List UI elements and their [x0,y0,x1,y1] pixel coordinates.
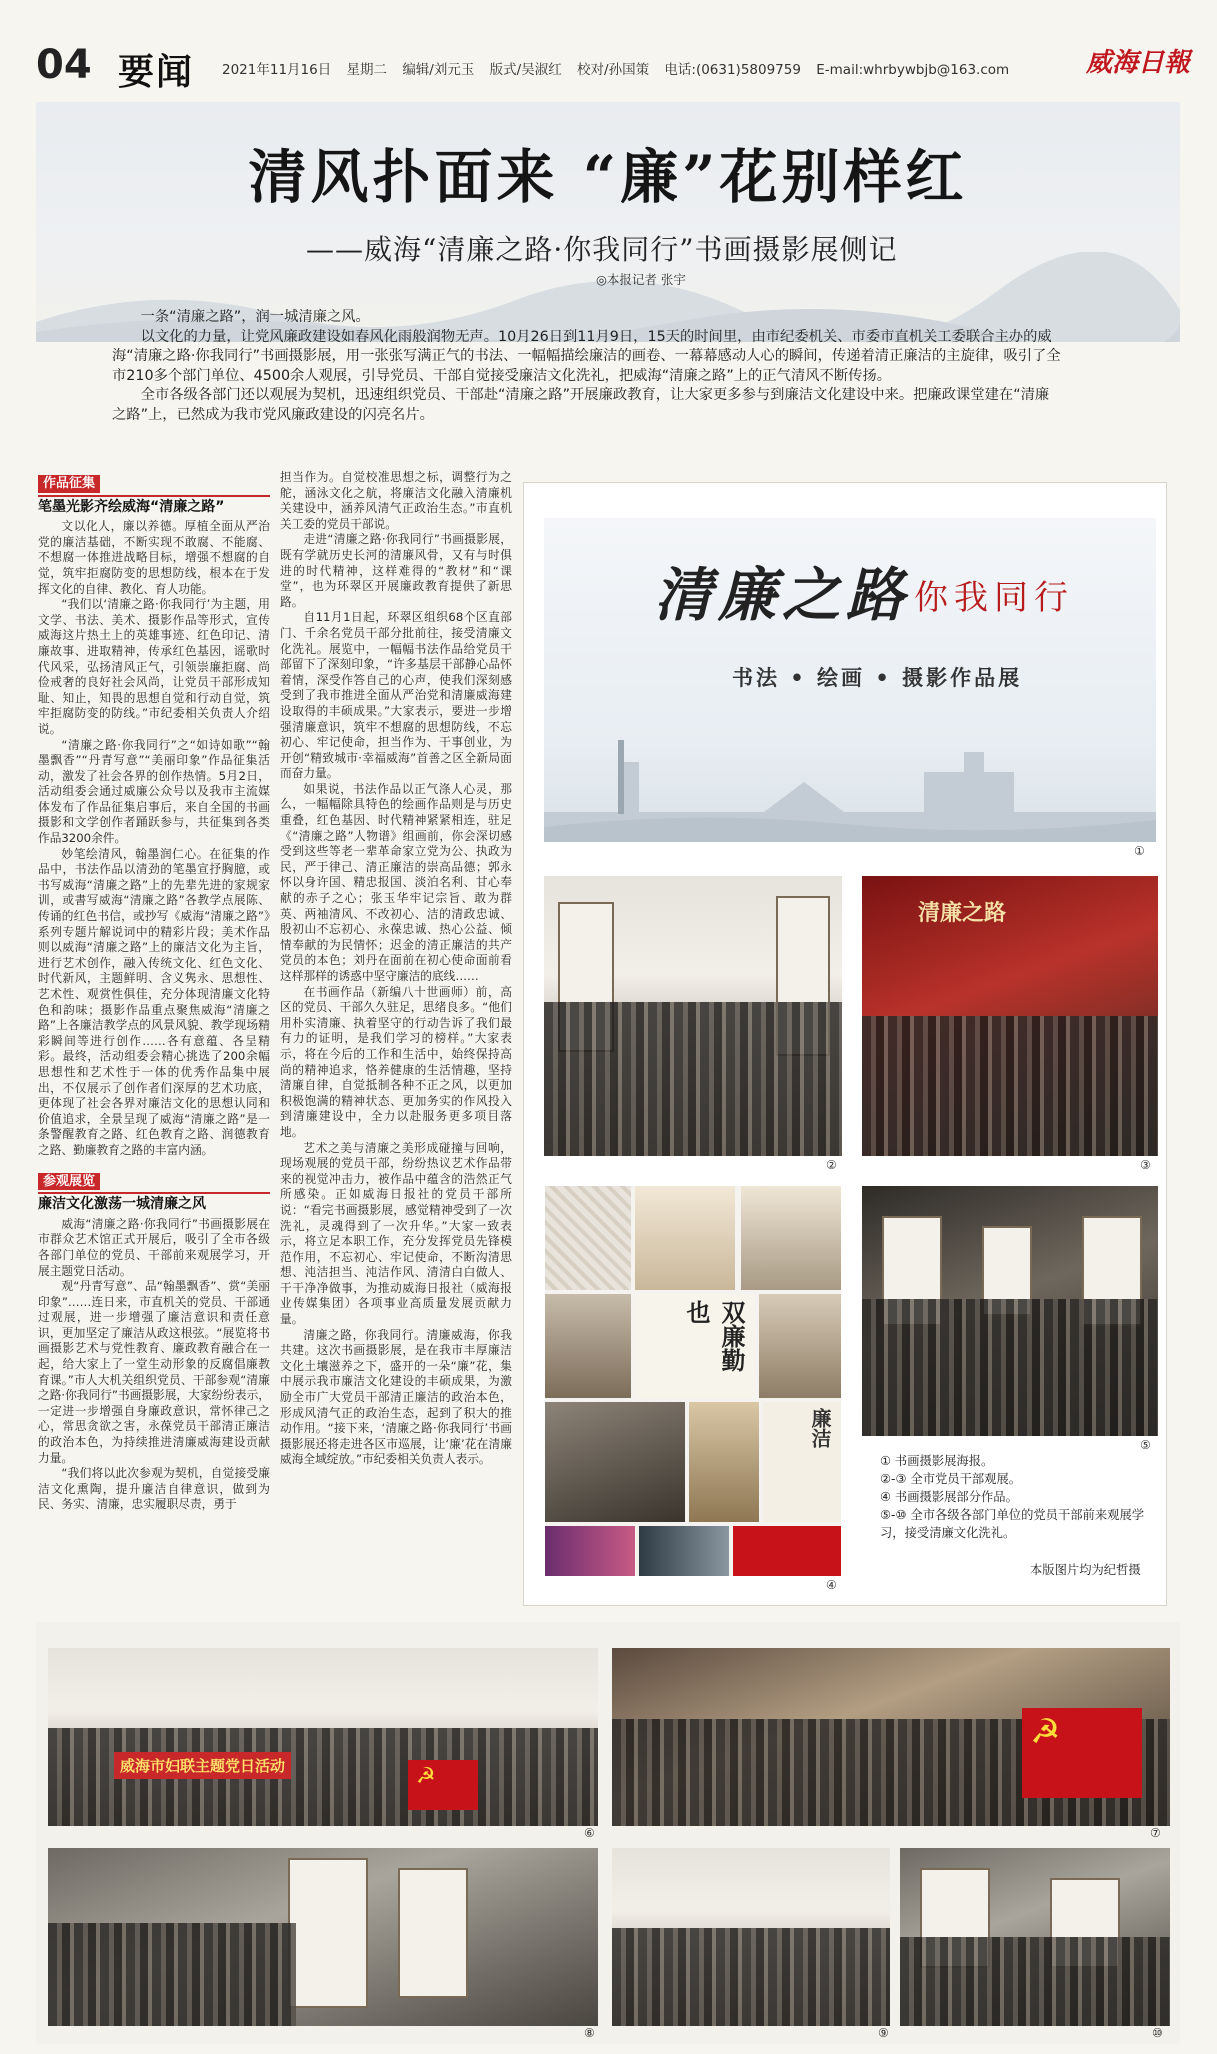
artwork-tile [545,1186,631,1290]
photo-number: ② [826,1158,837,1172]
party-flag [1022,1708,1142,1798]
body-paragraph: 走进“清廉之路·你我同行”书画摄影展，既有学就历史长河的清廉风骨，又有与时俱进的时代精神，这样难得的“教材”和“课堂”，也为环翠区开展廉政教育提供了新思路。 [280,532,512,609]
artwork-tile [635,1186,735,1290]
subsection-title: 廉洁文化激荡一城清廉之风 [38,1196,206,1213]
caption-line: ④ 书画摄影展部分作品。 [880,1490,1018,1504]
body-paragraph: 威海“清廉之路·你我同行”书画摄影展在市群众艺术馆正式开展后，吸引了全市各级各部门单位的党员、干部前来观展学习，开展主题党日活动。 [38,1216,270,1278]
caption-line: ① 书画摄影展海报。 [880,1454,994,1468]
visitors-photo [612,1848,890,2026]
group-photo [48,1648,598,1826]
headline: 清风扑面来 “廉”花别样红 [248,143,968,211]
byline: ◎本报记者 张宇 [596,272,686,287]
artwork-tile [689,1402,759,1522]
photo-number: ④ [826,1578,837,1592]
email: E-mail:whrbywbjb@163.com [816,62,1010,78]
subheadline: ——威海“清廉之路·你我同行”书画摄影展侧记 [306,233,898,266]
photo-captions [880,1452,1160,1542]
weekday: 星期二 [346,62,388,78]
visitors-photo [900,1848,1170,2026]
exhibition-title-wall: 清廉之路 [918,900,1007,926]
intro-paragraph: 一条“清廉之路”，润一城清廉之风。 [140,309,370,325]
visitors-crowd [48,1923,296,2026]
section-tag: 参观展览 [38,1173,100,1191]
section-tag: 作品征集 [38,475,100,493]
section-name: 要闻 [118,52,195,93]
body-paragraph: “清廉之路·你我同行”之“如诗如歌”“翰墨飘香”“丹青写意”“美丽印象”作品征集活动，激发了社会各界的创作热情。5月2日，活动组委会通过威廉公众号以及我市主流媒体发布了作品征集启事后，来自全国的书画摄影和文学创作者踊跃参与，共征集到各类作品3200余件。 [38,737,270,846]
body-paragraph: 观“丹青写意”、品“翰墨飘香”、赏“美丽印象”……连日来，市直机关的党员、干部通过观展，进一步增强了廉洁意识和责任意识，更加坚定了廉洁从政这根弦。“展览将书画摄影艺术与党性教育、廉政教育融合在一起，给大家上了一堂生动形象的反腐倡廉教育课。”市人大机关组织党员、干部参观“清廉之路·你我同行”书画摄影展，大家纷纷表示，一定进一步增强自身廉政意识，常怀律己之心，常思贪欲之害，永葆党员干部清正廉洁的政治本色，为持续推进清廉威海建设贡献力量。 [38,1279,270,1465]
event-banner: 威海市妇联主题党日活动 [114,1752,291,1779]
visitors-crowd [862,1016,1158,1156]
visitors-crowd [862,1299,1158,1437]
visitors-photo [48,1848,598,2026]
artwork-tile [545,1294,631,1398]
intro-paragraph: 以文化的力量，让党风廉政建设如春风化雨般润物无声。10月26日到11月9日，15天的时间里，由市纪委机关、市委市直机关工委联合主办的威海“清廉之路·你我同行”书画摄影展，用一张张写满正气的书法、一幅幅描绘廉洁的画卷、一幕幕感动人心的瞬间，传递着清正廉洁的主旋律，吸引了全市210多个部门单位、4500余人观展，引导党员、干部自觉接受廉洁文化洗礼，把威海“清廉之路”上的正气清风不断传扬。 [112,328,1061,384]
body-paragraph: 担当作为。自觉校准思想之标，调整行为之舵，涵泳文化之航，将廉洁文化融入清廉机关建设中，涵养风清气正政治生态。”市直机关工委的党员干部说。 [280,470,512,531]
intro-paragraph: 全市各级各部门还以观展为契机，迅速组织党员、干部赴“清廉之路”开展廉政教育，让大家更多参与到廉洁文化建设中来。把廉政课堂建在“清廉之路”上，已然成为我市党风廉政建设的闪亮名片。 [112,387,1050,423]
visitors-photo [862,876,1158,1156]
phone: 电话:(0631)5809759 [664,62,801,78]
edition-info [222,58,1020,78]
artwork-tile [639,1526,729,1576]
subsection-title: 笔墨光影齐绘威海“清廉之路” [38,498,225,515]
visitors-crowd [900,1937,1170,2026]
photo-number: ① [1134,844,1145,858]
page-number: 04 [36,42,92,88]
body-paragraph: “我们以‘清廉之路·你我同行’为主题，用文学、书法、美术、摄影作品等形式，宣传威海这片热土上的英雄事迹、红色印记、清廉故事、进取精神，传承红色基因，谣歌时代风采，弘扬清风正气，引领崇廉拒腐、尚俭戒奢的良好社会风尚，让党员干部形成知耻、知止，知畏的思想自觉和行动自觉，筑牢拒腐防变的防线。”市纪委相关负责人介绍说。 [38,597,270,736]
text-column-2 [280,470,512,1468]
artwork-tile [545,1526,635,1576]
body-paragraph: 妙笔绘清风，翰墨润仁心。在征集的作品中，书法作品以清劲的笔墨宣抒胸臆，或书写威海“清廉之路”上的先辈先进的家规家训，或書写威海“清廉之路”各教学点展陈、传诵的红色书信，或抄写《威海“清廉之路”》系列专题片解说词中的精彩片段；美术作品则以威海“清廉之路”上的廉洁文化为主旨，进行艺术创作，融入传统文化、红色文化、时代新风，主题鲜明、含义隽永、思想性、艺术性、观赏性俱佳，充分体现清廉文化特色和韵味；摄影作品重点聚焦威海“清廉之路”上各廉洁教学点的风景风貌、教学现场精彩瞬间等进行创作……各有意蕴、各呈精彩。最终，活动组委会精心挑选了200余幅思想性和艺术性于一体的优秀作品集中展出，不仅展示了创作者们深厚的艺术功底，更体现了社会各界对廉洁文化的思想认同和价值追求，全景呈现了威海“清廉之路”是一条警醒教育之路、红色教育之路、润德教育之路、勤廉教育之路的丰富内涵。 [38,846,270,1157]
exhibition-poster-photo [544,518,1156,842]
text-column-1 [38,475,270,1513]
photo-number: ⑦ [1150,1826,1161,1840]
calligraphy-artwork: 双廉勤也 [635,1294,755,1398]
photo-number: ⑨ [878,2026,889,2040]
body-paragraph: “我们将以此次参观为契机，自觉接受廉洁文化熏陶，提升廉洁自律意识，做到为民、务实、清廉，忠实履职尽责，勇于 [38,1466,270,1512]
hammer-sickle-icon: ☭ [416,1764,436,1789]
issue-date: 2021年11月16日 [222,62,332,78]
group-photo [612,1648,1170,1826]
party-flag-artwork [733,1526,841,1576]
artwork-tile [759,1294,841,1398]
poster-title: 清廉之路 [654,561,911,629]
body-paragraph: 如果说，书法作品以正气涤人心灵，那么，一幅幅除具特色的绘画作品则是与历史重叠，红色基因、时代精神紧紧相连，驻足《“清廉之路”人物谱》组画前，你会深切感受到这些等老一辈革命家立党为公、执政为民，严于律己、清正廉洁的崇高品德；郭永怀以身许国、精忠报国、淡泊名利、甘心奉献的赤子之心；张玉华牢记宗旨、敢为群英、两袖清风、不改初心、洁的清政忠诚、殷初山不忘初心、永葆忠诚、热心公益、倾情奉献的为民情怀；迟金的清正廉洁的共产党员的本色；刘丹在面前在初心使命面前看这样那样的诱惑中坚守廉洁的底线…… [280,781,512,983]
body-paragraph: 文以化人，廉以养德。厚植全面从严治党的廉洁基础，不断实现不敢腐、不能腐、不想腐一体推进战略目标，增强不想腐的自觉，筑牢拒腐防变的思想防线，根本在于发挥文化的自律、教化、育人功能。 [38,519,270,596]
body-paragraph: 在书画作品（新编八十世画师）前，高区的党员、干部久久驻足，思绪良多。“他们用朴实清廉、执着坚守的行动告诉了我们最有力的证明，是我们学习的榜样。”大家表示，将在今后的工作和生活中，始终保持高尚的精神追求，恪养健康的生活情趣，坚持清廉自律，自觉抵制各种不正之风，以更加积极饱满的精神状态、更加务实的作风投入到清廉建设中，全力以赴服务更多项目落地。 [280,984,512,1139]
cityscape-illustration-icon [544,692,1156,842]
editor: 编辑/刘元玉 [402,62,475,78]
photo-number: ③ [1140,1158,1151,1172]
body-paragraph: 清廉之路，你我同行。清廉威海，你我共建。这次书画摄影展，是在我市丰厚廉洁文化土壤滋养之下，盛开的一朵“廉”花，集中展示我市廉洁文化建设的丰硕成果，为激励全市广大党员干部清正廉洁的政治本色，形成风清气正的政治生态，起到了积大的推动作用。“接下来，‘清廉之路·你我同行’书画摄影展还将走进各区市巡展，让‘廉’花在清廉威海全域绽放。”市纪委相关负责人表示。 [280,1327,512,1467]
visitors-photo [544,876,842,1156]
calligraphy-artwork: 廉洁 [763,1402,841,1522]
article-intro [112,308,1062,425]
headline-banner [36,102,1180,342]
newspaper-logo: 威海日報 [1086,48,1191,78]
artwork-tile [741,1186,841,1290]
photo-credit: 本版图片均为纪哲摄 [1030,1563,1141,1577]
calligraphy-frame [398,1868,468,1998]
body-paragraph: 艺术之美与清廉之美形成碰撞与回响，现场观展的党员干部，纷纷热议艺术作品带来的视觉冲击力，被作品中蕴含的浩然正气所感染。正如威海日报社的党员干部所说：“看完书画摄影展，感觉精神受到了一次洗礼，灵魂得到了一次升华。”大家一致表示，将立足本职工作，充分发挥党员先锋模范作用，不忘初心、牢记使命，不断沟清思想、沌洁担当、沌洁作风、清清白白做人、干干净净做事，为推动威海日报社（威海报业传媒集团）各项事业高质量发展贡献力量。 [280,1140,512,1327]
portrait-artwork [545,1402,685,1522]
poster-subtitle: 书法 • 绘画 • 摄影作品展 [732,666,1023,690]
layout-editor: 版式/吴淑红 [489,62,562,78]
proofreader: 校对/孙国策 [577,62,650,78]
visitors-photo [862,1186,1158,1436]
photo-number: ⑩ [1152,2026,1163,2040]
photo-number: ⑥ [584,1826,595,1840]
visitors-crowd [544,1002,842,1156]
calligraphy-frame [288,1858,368,2008]
caption-line: ⑤-⑩ 全市各级各部门单位的党员干部前来观展学习，接受清廉文化洗礼。 [880,1508,1145,1540]
hammer-sickle-icon: ☭ [1030,1712,1061,1752]
visitors-crowd [612,1928,890,2026]
poster-slogan: 你我同行 [914,578,1074,618]
photo-number: ⑤ [1140,1438,1151,1452]
masthead [0,0,1217,100]
caption-line: ②-③ 全市党员干部观展。 [880,1472,1022,1486]
photo-number: ⑧ [584,2026,595,2040]
artworks-collage-photo [545,1186,841,1576]
body-paragraph: 自11月1日起，环翠区组织68个区直部门、千余名党员干部分批前往，接受清廉文化洗礼。展览中，一幅幅书法作品给党员干部留下了深刻印象，“许多基层干部静心品怀着情，深受作答自己的心声，使我们深刻感受到了我市推进全面从严治党和清廉威海建设取得的丰硕成果。”大家表示，要进一步增强清廉意识，筑牢不想腐的思想防线，不忘初心、牢记使命，担当作为、干事创业，为开创“精致城市·幸福威海”首善之区全新局面而奋力量。 [280,610,512,781]
party-flag [408,1760,478,1810]
